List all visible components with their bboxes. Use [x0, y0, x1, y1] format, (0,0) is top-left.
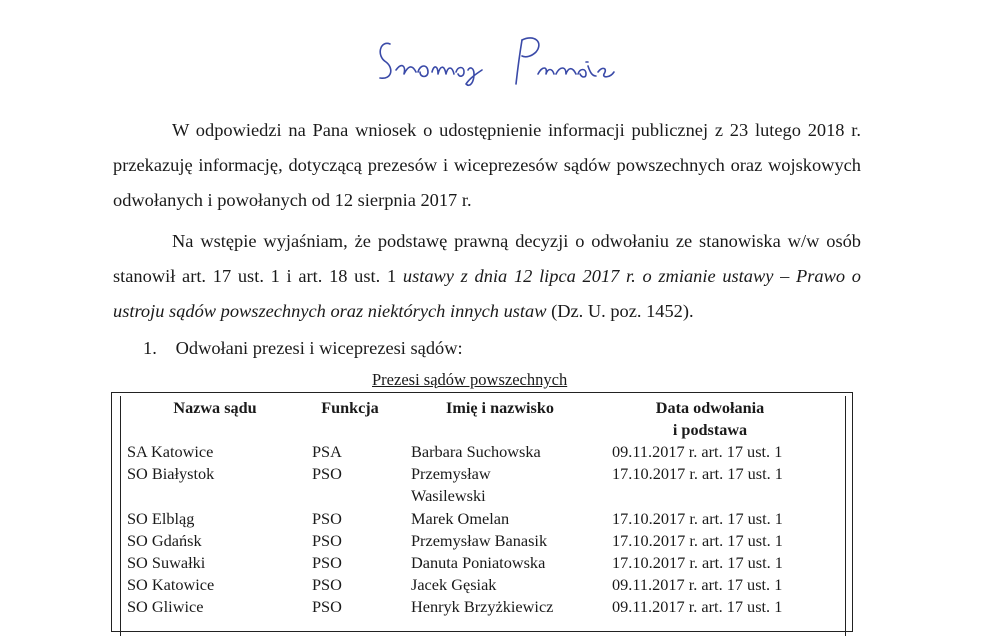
table-cell-name: Danuta Poniatowska: [411, 553, 546, 572]
table-cell-function: PSA: [312, 442, 342, 461]
table-cell-date: 09.11.2017 r. art. 17 ust. 1: [612, 442, 783, 461]
handwritten-salutation: [372, 22, 632, 92]
table-cell-date: 09.11.2017 r. art. 17 ust. 1: [612, 597, 783, 616]
table-cell-name: Przemysław Banasik: [411, 531, 548, 550]
table-cell-court: SO Gliwice: [127, 597, 204, 616]
table-cell-name: Henryk Brzyżkiewicz: [411, 597, 554, 616]
table-cell-function: PSO: [312, 553, 342, 572]
statute-title: ustawy z dnia 12 lipca 2017 r. o zmianie ustawy – Prawo o ustroju sądów powszechnych oraz niektórych innych ustaw: [113, 266, 861, 321]
header-function: Funkcja: [321, 399, 379, 417]
table-cell-name: Jacek Gęsiak: [411, 575, 497, 594]
paragraph-request-response: W odpowiedzi na Pana wniosek o udostępnienie informacji publicznej z 23 lutego 2018 r. przekazuję informację, dotyczącą prezesów i wiceprezesów sądów powszechnych oraz wojskowych odwołanych i powołanych od 12 sierpnia 2017 r.: [113, 120, 861, 210]
table-cell-court: SO Elbląg: [127, 509, 195, 528]
table-cell-date: 17.10.2017 r. art. 17 ust. 1: [612, 553, 783, 572]
table-cell-name: Przemysław: [411, 464, 491, 483]
table-cell-date: 17.10.2017 r. art. 17 ust. 1: [612, 531, 783, 550]
table-caption: Prezesi sądów powszechnych: [372, 370, 568, 389]
list-number: 1.: [143, 338, 157, 358]
table-cell-court: SO Katowice: [127, 575, 215, 594]
table-cell-court: SA Katowice: [127, 442, 214, 461]
table-cell-court: SO Suwałki: [127, 553, 206, 572]
journal-reference: (Dz. U. poz. 1452).: [546, 301, 694, 321]
legal-basis-text: Na wstępie wyjaśniam, że podstawę prawną decyzji o odwołaniu ze stanowiska w/w osób stanowił art. 17 ust. 1 i art. 18 ust. 1: [113, 231, 861, 286]
table-cell-date: 09.11.2017 r. art. 17 ust. 1: [612, 575, 783, 594]
table-cell-court: SO Białystok: [127, 464, 215, 483]
header-date-line1: Data odwołania: [655, 399, 765, 417]
table-cell-date: 17.10.2017 r. art. 17 ust. 1: [612, 509, 783, 528]
paragraph-legal-basis: [113, 224, 861, 329]
table-cell-function: PSO: [312, 597, 342, 616]
table-cell-name: Marek Omelan: [411, 509, 510, 528]
header-court: Nazwa sądu: [173, 399, 257, 417]
table-cell-function: PSO: [312, 464, 342, 483]
table-cell-name-continued: Wasilewski: [411, 486, 486, 505]
header-name: Imię i nazwisko: [446, 399, 554, 417]
table-cell-function: PSO: [312, 531, 342, 550]
list-item-label: Odwołani prezesi i wiceprezesi sądów:: [175, 338, 463, 358]
table-cell-name: Barbara Suchowska: [411, 442, 541, 461]
table-cell-date: 17.10.2017 r. art. 17 ust. 1: [612, 464, 783, 483]
list-item-dismissed-presidents: [143, 333, 463, 363]
table-cell-function: PSO: [312, 575, 342, 594]
table-cell-court: SO Gdańsk: [127, 531, 202, 550]
header-date-line2: i podstawa: [672, 421, 748, 439]
table-cell-function: PSO: [312, 509, 342, 528]
